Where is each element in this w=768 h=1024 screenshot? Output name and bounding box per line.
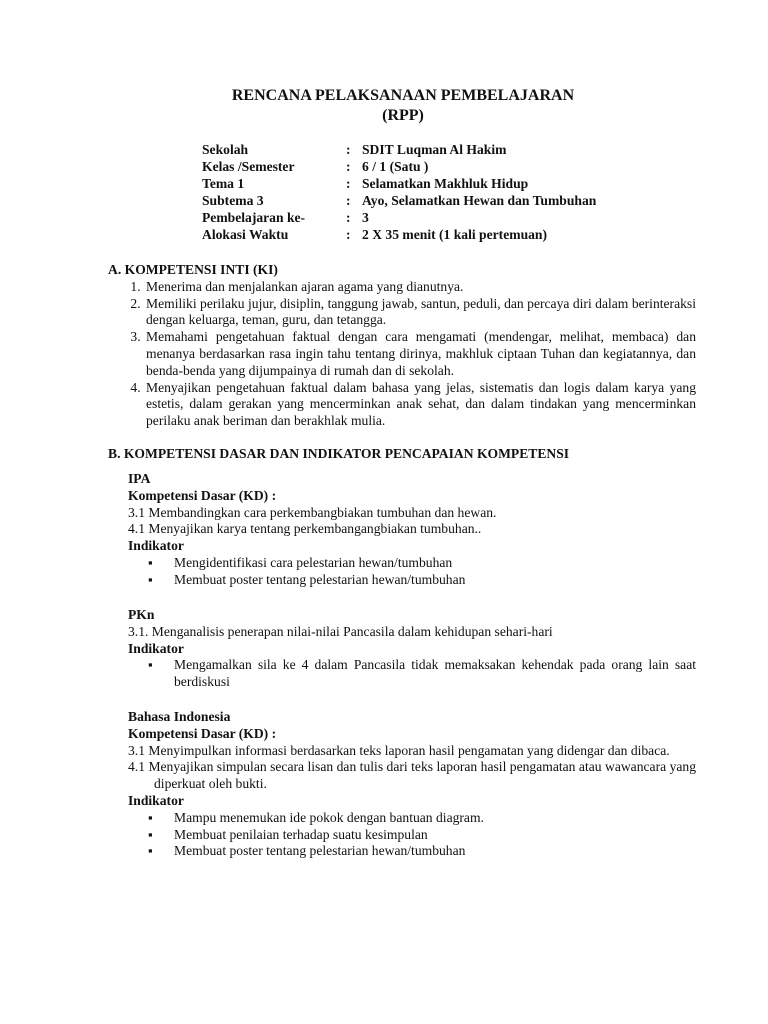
info-separator: : [346,142,351,157]
list-item: 1. Menerima dan menjalankan ajaran agama yang dianutnya. [144,279,696,296]
list-item: ▪ Membuat poster tentang pelestarian hewan/tumbuhan [174,572,696,589]
subject-pkn [128,607,696,691]
list-item: ▪ Membuat poster tentang pelestarian hewan/tumbuhan [174,843,696,860]
ki-list [108,279,696,430]
list-item: ▪ Membuat penilaian terhadap suatu kesimpulan [174,827,696,844]
subject-title: Bahasa Indonesia [128,709,231,724]
info-value: SDIT Luqman Al Hakim [362,142,507,157]
info-label: Subtema 3 [202,193,264,209]
info-separator: : [346,193,351,209]
subject-bahasa-indonesia [128,709,696,860]
kd-heading: Kompetensi Dasar (KD) : [128,487,277,503]
info-separator: : [346,159,351,175]
info-value: 2 X 35 menit (1 kali pertemuan) [362,227,548,243]
section-kompetensi-inti [108,262,696,430]
indikator-heading: Indikator [128,538,184,554]
kd-item: 3.1 Membandingkan cara perkembangbiakan tumbuhan dan hewan. [128,504,497,520]
indikator-list [128,657,696,691]
info-label: Tema 1 [202,176,245,192]
indikator-list [128,555,696,589]
kd-item: 3.1 Menyimpulkan informasi berdasarkan teks laporan hasil pengamatan yang didengar dan dibaca. [128,742,670,758]
info-separator: : [346,227,351,243]
indikator-heading: Indikator [128,640,184,656]
info-value: 6 / 1 (Satu ) [362,159,429,175]
info-value: 3 [362,210,369,226]
subject-title: IPA [128,471,151,486]
list-item: ▪ Mampu menemukan ide pokok dengan bantuan diagram. [174,810,696,827]
section-heading: A. KOMPETENSI INTI (KI) [108,262,278,277]
list-item: 3. Memahami pengetahuan faktual dengan cara mengamati (mendengar, melihat, membaca) dan menanya berdasarkan rasa ingin tahu tentang dirinya, makhluk ciptaan Tuhan dan kegiatannya, dan benda-benda yang dijumpainya di rumah dan di sekolah. [144,329,696,379]
document-subtitle: (RPP) [382,107,424,124]
info-label: Pembelajaran ke- [202,210,306,226]
indikator-list [128,810,696,860]
kd-item: 4.1 Menyajikan karya tentang perkembangangbiakan tumbuhan.. [128,521,482,537]
subject-ipa [128,471,696,589]
info-separator: : [346,210,351,226]
info-value: Ayo, Selamatkan Hewan dan Tumbuhan [362,193,597,209]
info-value: Selamatkan Makhluk Hidup [362,176,529,192]
kd-heading: Kompetensi Dasar (KD) : [128,725,277,741]
document-title: RENCANA PELAKSANAAN PEMBELAJARAN [231,87,575,104]
list-item: ▪ Mengamalkan sila ke 4 dalam Pancasila tidak memaksakan kehendak pada orang lain saat berdiskusi [174,657,696,691]
list-item: 2. Memiliki perilaku jujur, disiplin, tanggung jawab, santun, peduli, dan percaya diri dalam berinteraksi dengan keluarga, teman, guru, dan tetangga. [144,296,696,330]
info-label: Kelas /Semester [202,159,295,175]
info-label: Alokasi Waktu [202,227,289,243]
info-label: Sekolah [202,142,249,157]
section-heading: B. KOMPETENSI DASAR DAN INDIKATOR PENCAPAIAN KOMPETENSI [108,446,570,461]
info-separator: : [346,176,351,192]
list-item: 4. Menyajikan pengetahuan faktual dalam bahasa yang jelas, sistematis dan logis dalam karya yang estetis, dalam gerakan yang mencerminkan anak sehat, dan dalam tindakan yang mencerminkan perilaku anak beriman dan berakhlak mulia. [144,380,696,430]
kd-item: 4.1 Menyajikan simpulan secara lisan dan tulis dari teks laporan hasil pengamatan atau wawancara yang diperkuat oleh bukti. [128,759,696,792]
indikator-heading: Indikator [128,792,184,808]
kd-item: 3.1. Menganalisis penerapan nilai-nilai Pancasila dalam kehidupan sehari-hari [128,623,553,639]
list-item: ▪ Mengidentifikasi cara pelestarian hewan/tumbuhan [174,555,696,572]
subject-title: PKn [128,607,155,622]
